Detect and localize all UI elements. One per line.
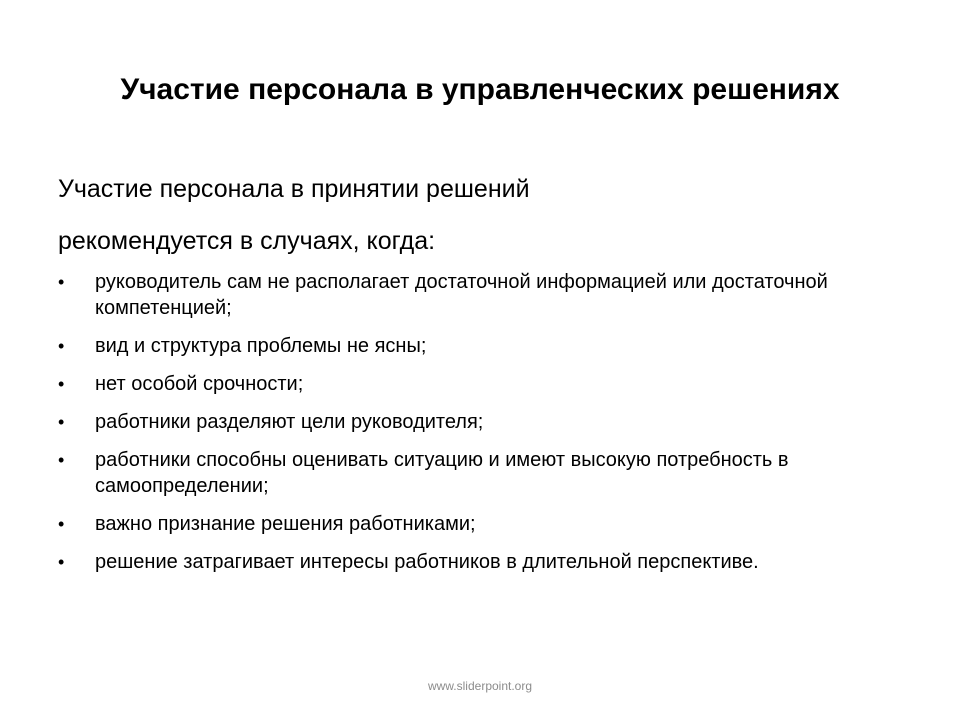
bullet-dot-icon: • — [58, 450, 65, 470]
bullet-item — [58, 333, 855, 359]
bullet-text: работники способны оценивать ситуацию и имеют высокую потребность в самоопределении; — [95, 449, 789, 497]
bullet-item — [58, 511, 855, 537]
footer-watermark: www.sliderpoint.org — [427, 679, 533, 693]
bullet-item — [58, 371, 855, 397]
slide-content — [58, 174, 918, 587]
bullet-text: важно признание решения работниками; — [95, 513, 476, 535]
bullet-item — [58, 549, 855, 575]
bullet-text: руководитель сам не располагает достаточной информацией или достаточной компетенцией; — [95, 271, 828, 319]
bullet-dot-icon: • — [58, 336, 65, 356]
bullet-dot-icon: • — [58, 552, 65, 572]
bullet-text: решение затрагивает интересы работников в длительной перспективе. — [95, 551, 759, 573]
bullet-text: вид и структура проблемы не ясны; — [95, 335, 427, 357]
bullet-item — [58, 409, 855, 435]
bullet-item — [58, 447, 855, 499]
bullet-list — [58, 269, 918, 575]
intro-line-1: Участие персонала в принятии решений — [58, 175, 530, 203]
bullet-dot-icon: • — [58, 412, 65, 432]
slide-title: Участие персонала в управленческих решениях — [120, 73, 840, 106]
bullet-text: нет особой срочности; — [95, 373, 304, 395]
bullet-dot-icon: • — [58, 514, 65, 534]
bullet-text: работники разделяют цели руководителя; — [95, 411, 484, 433]
intro-line-2: рекомендуется в случаях, когда: — [58, 227, 436, 255]
bullet-item — [58, 269, 855, 321]
bullet-dot-icon: • — [58, 374, 65, 394]
bullet-dot-icon: • — [58, 272, 65, 292]
